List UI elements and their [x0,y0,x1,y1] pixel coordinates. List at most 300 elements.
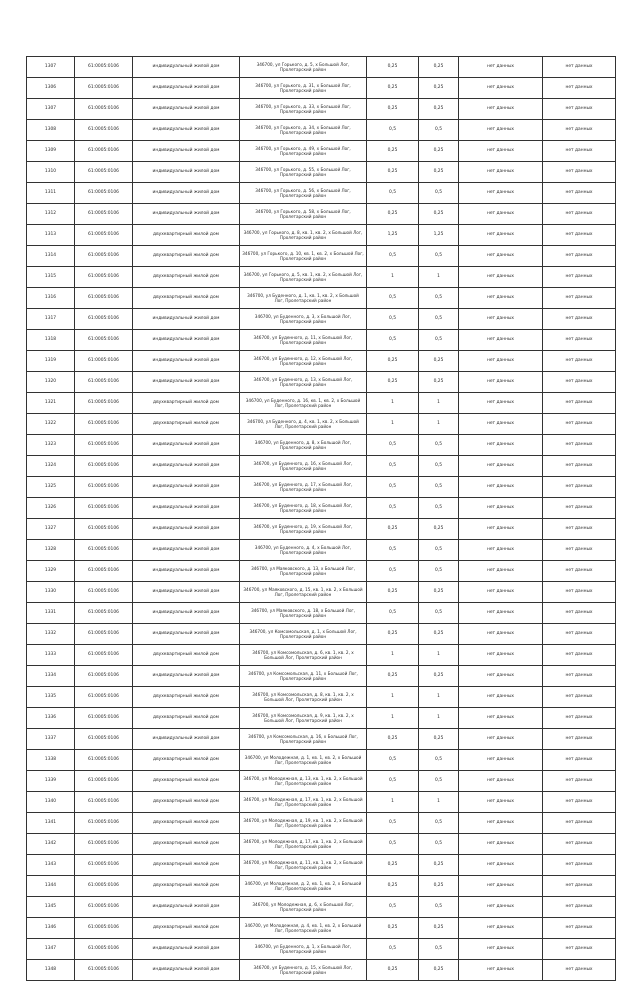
value-b-cell: 0,5 [419,498,459,519]
value-a-cell: 1 [367,393,419,414]
row-number-cell: 1338 [27,750,75,771]
value-b-cell: 0,5 [419,288,459,309]
status-1-cell: нет данных [459,519,543,540]
value-b-cell: 0,5 [419,897,459,918]
value-a-cell: 0,25 [367,162,419,183]
value-b-cell: 0,5 [419,750,459,771]
status-1-cell: нет данных [459,729,543,750]
value-a-cell: 0,25 [367,666,419,687]
status-2-cell: нет данных [543,561,616,582]
value-a-cell: 1 [367,267,419,288]
table-row [27,792,616,813]
status-1-cell: нет данных [459,624,543,645]
address-cell: 346700, ул Буденного, д. 11, х Большой Лог, Пролетарский район [240,330,367,351]
value-b-cell: 0,25 [419,141,459,162]
status-1-cell: нет данных [459,414,543,435]
table-row [27,750,616,771]
status-1-cell: нет данных [459,498,543,519]
value-b-cell: 0,25 [419,624,459,645]
status-1-cell: нет данных [459,582,543,603]
row-number-cell: 1307 [27,99,75,120]
row-number-cell: 1332 [27,624,75,645]
address-cell: 346700, ул Горького, д. 10, кв. 1, кв. 2, х Большой Лог, Пролетарский район [240,246,367,267]
value-a-cell: 0,25 [367,78,419,99]
address-cell: 346700, ул Буденного, д. 8, х Большой Лог, Пролетарский район [240,435,367,456]
value-b-cell: 0,5 [419,477,459,498]
building-type-cell: индивидуальный жилой дом [133,99,240,120]
status-2-cell: нет данных [543,99,616,120]
value-b-cell: 0,25 [419,666,459,687]
cadastral-code-cell: 61:0005:0106 [75,960,133,981]
table-row [27,939,616,960]
building-type-cell: двухквартирный жилой дом [133,855,240,876]
table-body [27,57,616,981]
status-1-cell: нет данных [459,666,543,687]
table-row [27,477,616,498]
row-number-cell: 1319 [27,351,75,372]
cadastral-code-cell: 61:0005:0106 [75,687,133,708]
table-row [27,183,616,204]
cadastral-code-cell: 61:0005:0106 [75,414,133,435]
address-cell: 346700, ул Буденного, д. 4, кв. 1, кв. 2, х Большой Лог, Пролетарский район [240,414,367,435]
value-a-cell: 0,5 [367,897,419,918]
row-number-cell: 1323 [27,435,75,456]
row-number-cell: 1330 [27,582,75,603]
address-cell: 346700, ул Горького, д. 8, кв. 1, кв. 2, х Большой Лог, Пролетарский район [240,225,367,246]
status-2-cell: нет данных [543,141,616,162]
status-2-cell: нет данных [543,960,616,981]
value-b-cell: 0,5 [419,834,459,855]
status-2-cell: нет данных [543,540,616,561]
row-number-cell: 1308 [27,120,75,141]
value-b-cell: 1 [419,414,459,435]
cadastral-code-cell: 61:0005:0106 [75,498,133,519]
cadastral-code-cell: 61:0005:0106 [75,876,133,897]
value-b-cell: 0,5 [419,540,459,561]
value-a-cell: 0,5 [367,771,419,792]
address-cell: 346700, ул Комсомольская, д. 1, х Большой Лог, Пролетарский район [240,624,367,645]
cadastral-code-cell: 61:0005:0106 [75,57,133,78]
status-1-cell: нет данных [459,267,543,288]
building-type-cell: двухквартирный жилой дом [133,288,240,309]
row-number-cell: 1335 [27,687,75,708]
status-2-cell: нет данных [543,477,616,498]
cadastral-code-cell: 61:0005:0106 [75,99,133,120]
address-cell: 346700, ул Горького, д. 34, х Большой Лог, Пролетарский район [240,120,367,141]
value-b-cell: 0,5 [419,435,459,456]
registry-table [26,56,616,981]
table-row [27,519,616,540]
address-cell: 346700, ул Горького, д. 5, кв. 1, кв. 2, х Большой Лог, Пролетарский район [240,267,367,288]
table-row [27,456,616,477]
status-2-cell: нет данных [543,813,616,834]
building-type-cell: индивидуальный жилой дом [133,57,240,78]
building-type-cell: индивидуальный жилой дом [133,498,240,519]
table-row [27,351,616,372]
address-cell: 346700, ул Молодежная, д. 11, кв. 1, кв. 2, х Большой Лог, Пролетарский район [240,855,367,876]
status-1-cell: нет данных [459,204,543,225]
status-1-cell: нет данных [459,792,543,813]
table-row [27,435,616,456]
value-a-cell: 0,5 [367,330,419,351]
cadastral-code-cell: 61:0005:0106 [75,372,133,393]
building-type-cell: индивидуальный жилой дом [133,582,240,603]
status-1-cell: нет данных [459,687,543,708]
value-b-cell: 0,25 [419,351,459,372]
address-cell: 346700, ул Буденного, д. 17, х Большой Лог, Пролетарский район [240,477,367,498]
table-row [27,645,616,666]
address-cell: 346700, ул Комсомольская, д. 11, х Большой Лог, Пролетарский район [240,666,367,687]
cadastral-code-cell: 61:0005:0106 [75,330,133,351]
table-row [27,582,616,603]
status-1-cell: нет данных [459,372,543,393]
status-1-cell: нет данных [459,855,543,876]
cadastral-code-cell: 61:0005:0106 [75,792,133,813]
value-a-cell: 0,25 [367,855,419,876]
cadastral-code-cell: 61:0005:0106 [75,834,133,855]
cadastral-code-cell: 61:0005:0106 [75,183,133,204]
value-a-cell: 0,25 [367,960,419,981]
cadastral-code-cell: 61:0005:0106 [75,393,133,414]
value-b-cell: 1 [419,708,459,729]
cadastral-code-cell: 61:0005:0106 [75,309,133,330]
building-type-cell: индивидуальный жилой дом [133,78,240,99]
value-a-cell: 0,25 [367,624,419,645]
status-2-cell: нет данных [543,897,616,918]
building-type-cell: индивидуальный жилой дом [133,141,240,162]
address-cell: 346700, ул Буденного, д. 1, кв. 1, кв. 2, х Большой Лог, Пролетарский район [240,288,367,309]
status-2-cell: нет данных [543,183,616,204]
value-a-cell: 0,5 [367,183,419,204]
status-2-cell: нет данных [543,246,616,267]
cadastral-code-cell: 61:0005:0106 [75,246,133,267]
table-row [27,960,616,981]
value-b-cell: 0,5 [419,309,459,330]
value-a-cell: 0,5 [367,561,419,582]
building-type-cell: двухквартирный жилой дом [133,246,240,267]
status-1-cell: нет данных [459,540,543,561]
row-number-cell: 1331 [27,603,75,624]
row-number-cell: 1344 [27,876,75,897]
value-a-cell: 0,5 [367,456,419,477]
row-number-cell: 1313 [27,225,75,246]
status-1-cell: нет данных [459,57,543,78]
value-a-cell: 0,5 [367,939,419,960]
value-b-cell: 0,5 [419,939,459,960]
row-number-cell: 1316 [27,288,75,309]
address-cell: 346700, ул Горького, д. 55, х Большой Лог, Пролетарский район [240,162,367,183]
table-row [27,162,616,183]
value-a-cell: 0,5 [367,477,419,498]
row-number-cell: 1307 [27,57,75,78]
building-type-cell: индивидуальный жилой дом [133,204,240,225]
table-row [27,414,616,435]
table-row [27,393,616,414]
building-type-cell: индивидуальный жилой дом [133,624,240,645]
table-row [27,603,616,624]
value-a-cell: 0,25 [367,141,419,162]
status-2-cell: нет данных [543,603,616,624]
building-type-cell: индивидуальный жилой дом [133,666,240,687]
value-a-cell: 1 [367,645,419,666]
status-1-cell: нет данных [459,876,543,897]
status-2-cell: нет данных [543,162,616,183]
row-number-cell: 1340 [27,792,75,813]
value-a-cell: 1 [367,708,419,729]
row-number-cell: 1322 [27,414,75,435]
address-cell: 346700, ул Горького, д. 5, х Большой Лог, Пролетарский район [240,57,367,78]
address-cell: 346700, ул Молодежная, д. 4, кв. 1, кв. 2, х Большой Лог, Пролетарский район [240,918,367,939]
status-2-cell: нет данных [543,351,616,372]
table-row [27,918,616,939]
table-row [27,99,616,120]
value-a-cell: 0,5 [367,288,419,309]
value-b-cell: 0,5 [419,183,459,204]
table-row [27,288,616,309]
status-2-cell: нет данных [543,309,616,330]
status-1-cell: нет данных [459,918,543,939]
cadastral-code-cell: 61:0005:0106 [75,288,133,309]
building-type-cell: индивидуальный жилой дом [133,435,240,456]
address-cell: 346700, ул Горького, д. 56, х Большой Лог, Пролетарский район [240,183,367,204]
status-1-cell: нет данных [459,99,543,120]
value-b-cell: 0,5 [419,456,459,477]
value-a-cell: 1 [367,792,419,813]
table-row [27,141,616,162]
status-2-cell: нет данных [543,78,616,99]
status-1-cell: нет данных [459,288,543,309]
address-cell: 346700, ул Буденного, д. 12, х Большой Лог, Пролетарский район [240,351,367,372]
status-1-cell: нет данных [459,603,543,624]
value-b-cell: 0,25 [419,204,459,225]
status-2-cell: нет данных [543,708,616,729]
cadastral-code-cell: 61:0005:0106 [75,645,133,666]
status-1-cell: нет данных [459,834,543,855]
row-number-cell: 1336 [27,708,75,729]
status-1-cell: нет данных [459,477,543,498]
status-1-cell: нет данных [459,162,543,183]
table-row [27,204,616,225]
address-cell: 346700, ул Молодежная, д. 2, кв. 1, кв. 2, х Большой Лог, Пролетарский район [240,876,367,897]
value-a-cell: 1 [367,414,419,435]
value-a-cell: 0,5 [367,750,419,771]
building-type-cell: индивидуальный жилой дом [133,372,240,393]
status-2-cell: нет данных [543,855,616,876]
value-a-cell: 0,5 [367,603,419,624]
address-cell: 346700, ул Молодежная, д. 17, кв. 1, кв. 2, х Большой Лог, Пролетарский район [240,834,367,855]
table-row [27,729,616,750]
table-row [27,540,616,561]
row-number-cell: 1310 [27,162,75,183]
value-a-cell: 0,25 [367,57,419,78]
value-a-cell: 0,25 [367,582,419,603]
status-2-cell: нет данных [543,414,616,435]
value-a-cell: 0,5 [367,120,419,141]
value-b-cell: 0,25 [419,876,459,897]
value-b-cell: 1 [419,393,459,414]
table-row [27,624,616,645]
status-1-cell: нет данных [459,939,543,960]
address-cell: 346700, ул Буденного, д. 15, х Большой Лог, Пролетарский район [240,960,367,981]
value-a-cell: 0,25 [367,876,419,897]
status-2-cell: нет данных [543,204,616,225]
row-number-cell: 1317 [27,309,75,330]
status-1-cell: нет данных [459,351,543,372]
cadastral-code-cell: 61:0005:0106 [75,78,133,99]
cadastral-code-cell: 61:0005:0106 [75,141,133,162]
building-type-cell: индивидуальный жилой дом [133,309,240,330]
row-number-cell: 1324 [27,456,75,477]
cadastral-code-cell: 61:0005:0106 [75,771,133,792]
status-2-cell: нет данных [543,918,616,939]
building-type-cell: индивидуальный жилой дом [133,456,240,477]
address-cell: 346700, ул Маяковского, д. 18, х Большой Лог, Пролетарский район [240,603,367,624]
table-row [27,372,616,393]
row-number-cell: 1341 [27,813,75,834]
building-type-cell: индивидуальный жилой дом [133,603,240,624]
building-type-cell: индивидуальный жилой дом [133,939,240,960]
status-1-cell: нет данных [459,246,543,267]
table-row [27,57,616,78]
cadastral-code-cell: 61:0005:0106 [75,750,133,771]
status-1-cell: нет данных [459,708,543,729]
building-type-cell: индивидуальный жилой дом [133,477,240,498]
value-b-cell: 0,25 [419,729,459,750]
address-cell: 346700, ул Буденного, д. 16, х Большой Лог, Пролетарский район [240,456,367,477]
row-number-cell: 1342 [27,834,75,855]
cadastral-code-cell: 61:0005:0106 [75,666,133,687]
status-2-cell: нет данных [543,435,616,456]
address-cell: 346700, ул Маяковского, д. 15, кв. 1, кв. 2, х Большой Лог, Пролетарский район [240,582,367,603]
row-number-cell: 1314 [27,246,75,267]
value-b-cell: 0,25 [419,519,459,540]
building-type-cell: индивидуальный жилой дом [133,330,240,351]
status-1-cell: нет данных [459,813,543,834]
status-2-cell: нет данных [543,393,616,414]
registry-sheet [26,56,615,981]
cadastral-code-cell: 61:0005:0106 [75,813,133,834]
status-2-cell: нет данных [543,288,616,309]
building-type-cell: двухквартирный жилой дом [133,876,240,897]
table-row [27,330,616,351]
table-row [27,225,616,246]
building-type-cell: двухквартирный жилой дом [133,687,240,708]
value-b-cell: 0,5 [419,771,459,792]
building-type-cell: индивидуальный жилой дом [133,120,240,141]
status-1-cell: нет данных [459,393,543,414]
value-b-cell: 0,25 [419,918,459,939]
status-1-cell: нет данных [459,183,543,204]
cadastral-code-cell: 61:0005:0106 [75,120,133,141]
value-b-cell: 0,5 [419,120,459,141]
value-b-cell: 0,25 [419,99,459,120]
status-1-cell: нет данных [459,78,543,99]
status-2-cell: нет данных [543,834,616,855]
address-cell: 346700, ул Молодежная, д. 17, кв. 1, кв. 2, х Большой Лог, Пролетарский район [240,792,367,813]
cadastral-code-cell: 61:0005:0106 [75,267,133,288]
value-a-cell: 0,5 [367,246,419,267]
cadastral-code-cell: 61:0005:0106 [75,477,133,498]
table-row [27,78,616,99]
status-2-cell: нет данных [543,939,616,960]
address-cell: 346700, ул Буденного, д. 18, х Большой Лог, Пролетарский район [240,498,367,519]
status-1-cell: нет данных [459,435,543,456]
value-a-cell: 0,25 [367,351,419,372]
value-b-cell: 0,25 [419,162,459,183]
cadastral-code-cell: 61:0005:0106 [75,624,133,645]
status-1-cell: нет данных [459,645,543,666]
value-b-cell: 1 [419,687,459,708]
table-row [27,666,616,687]
row-number-cell: 1343 [27,855,75,876]
row-number-cell: 1326 [27,498,75,519]
address-cell: 346700, ул Буденного, д. 1, х Большой Лог, Пролетарский район [240,939,367,960]
table-row [27,834,616,855]
table-row [27,246,616,267]
value-b-cell: 0,5 [419,561,459,582]
value-b-cell: 0,25 [419,78,459,99]
value-a-cell: 0,25 [367,99,419,120]
value-b-cell: 0,25 [419,372,459,393]
status-1-cell: нет данных [459,897,543,918]
cadastral-code-cell: 61:0005:0106 [75,729,133,750]
address-cell: 346700, ул Комсомольская, д. 6, кв. 1, кв. 2, х Большой Лог, Пролетарский район [240,645,367,666]
address-cell: 346700, ул Горького, д. 58, х Большой Лог, Пролетарский район [240,204,367,225]
building-type-cell: индивидуальный жилой дом [133,183,240,204]
building-type-cell: индивидуальный жилой дом [133,162,240,183]
cadastral-code-cell: 61:0005:0106 [75,708,133,729]
address-cell: 346700, ул Горького, д. 49, х Большой Лог, Пролетарский район [240,141,367,162]
status-2-cell: нет данных [543,792,616,813]
value-b-cell: 1,25 [419,225,459,246]
status-2-cell: нет данных [543,771,616,792]
address-cell: 346700, ул Молодежная, д. 13, кв. 1, кв. 2, х Большой Лог, Пролетарский район [240,771,367,792]
address-cell: 346700, ул Комсомольская, д. 8, кв. 1, кв. 2, х Большой Лог, Пролетарский район [240,687,367,708]
building-type-cell: двухквартирный жилой дом [133,393,240,414]
status-2-cell: нет данных [543,267,616,288]
building-type-cell: двухквартирный жилой дом [133,414,240,435]
value-b-cell: 0,25 [419,960,459,981]
row-number-cell: 1328 [27,540,75,561]
building-type-cell: двухквартирный жилой дом [133,750,240,771]
status-2-cell: нет данных [543,582,616,603]
cadastral-code-cell: 61:0005:0106 [75,540,133,561]
status-1-cell: нет данных [459,309,543,330]
value-a-cell: 0,25 [367,204,419,225]
status-1-cell: нет данных [459,141,543,162]
building-type-cell: индивидуальный жилой дом [133,519,240,540]
table-row [27,561,616,582]
building-type-cell: индивидуальный жилой дом [133,897,240,918]
value-b-cell: 0,25 [419,582,459,603]
table-row [27,855,616,876]
row-number-cell: 1345 [27,897,75,918]
building-type-cell: индивидуальный жилой дом [133,729,240,750]
address-cell: 346700, ул Буденного, д. 19, х Большой Лог, Пролетарский район [240,519,367,540]
status-2-cell: нет данных [543,729,616,750]
cadastral-code-cell: 61:0005:0106 [75,855,133,876]
status-1-cell: нет данных [459,225,543,246]
status-2-cell: нет данных [543,687,616,708]
value-b-cell: 1 [419,792,459,813]
address-cell: 346700, ул Горького, д. 33, х Большой Лог, Пролетарский район [240,99,367,120]
status-2-cell: нет данных [543,498,616,519]
cadastral-code-cell: 61:0005:0106 [75,561,133,582]
status-1-cell: нет данных [459,771,543,792]
value-b-cell: 0,25 [419,57,459,78]
value-a-cell: 0,25 [367,372,419,393]
row-number-cell: 1348 [27,960,75,981]
